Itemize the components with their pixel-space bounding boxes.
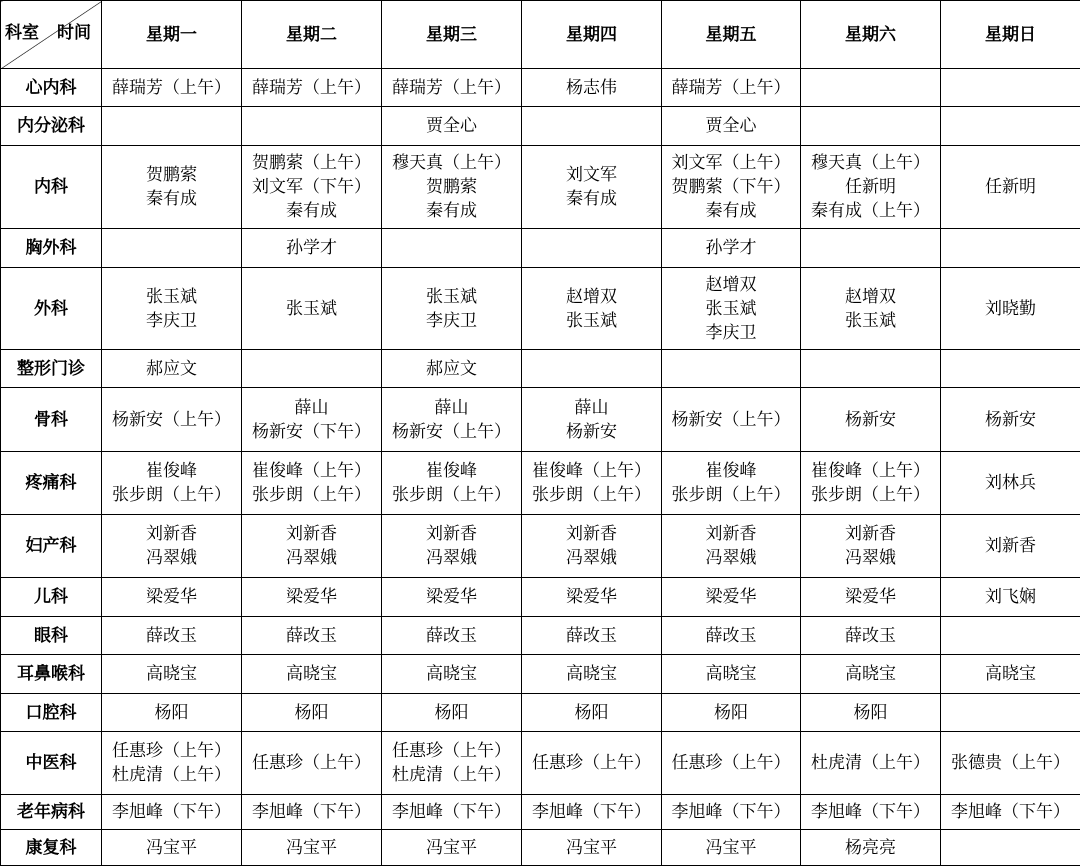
- doctor-entry: 刘新香: [426, 524, 477, 544]
- schedule-cell: [242, 655, 382, 694]
- schedule-cell: [941, 452, 1080, 515]
- schedule-cell: [662, 146, 801, 229]
- schedule-cell: [941, 617, 1080, 655]
- doctor-entry: 冯翠娥: [566, 548, 617, 568]
- doctor-entry: 张德贵（上午）: [951, 753, 1070, 773]
- doctor-entry: 李旭峰（下午）: [252, 802, 371, 822]
- doctor-entry: 贺鹏萦（下午）: [671, 177, 791, 197]
- doctor-entry: 李旭峰（下午）: [532, 802, 651, 822]
- table-row: [1, 268, 1080, 350]
- doctor-entry: 李庆卫: [146, 310, 197, 331]
- doctor-entry: 薛改玉: [146, 625, 197, 646]
- doctor-entry: 冯宝平: [566, 837, 617, 858]
- schedule-cell: [662, 350, 801, 388]
- table-row: [1, 229, 1080, 268]
- doctor-entry: 张玉斌: [845, 310, 896, 331]
- schedule-cell: [382, 655, 522, 694]
- doctor-entry: 任新明: [845, 177, 896, 197]
- doctor-entry: 冯翠娥: [705, 548, 757, 568]
- department-name: 妇产科: [1, 515, 102, 578]
- department-name: 骨科: [1, 388, 102, 452]
- schedule-cell: [382, 578, 522, 617]
- doctor-entry: 杨阳: [574, 702, 609, 723]
- schedule-cell: [382, 617, 522, 655]
- table-row: [1, 107, 1080, 146]
- schedule-cell: [242, 69, 382, 107]
- doctor-entry: 郝应文: [426, 358, 477, 379]
- schedule-cell: [522, 69, 662, 107]
- department-name: 老年病科: [1, 795, 102, 830]
- department-name: 心内科: [1, 69, 102, 107]
- doctor-entry: 赵增双: [566, 286, 617, 307]
- schedule-cell: [941, 795, 1080, 830]
- doctor-entry: 李旭峰（下午）: [951, 802, 1070, 822]
- doctor-entry: 秦有成: [426, 201, 477, 221]
- schedule-cell: [941, 578, 1080, 617]
- table-row: [1, 655, 1080, 694]
- doctor-entry: 薛改玉: [705, 625, 757, 646]
- day-header: 星期四: [522, 1, 662, 69]
- doctor-entry: 杨新安（上午）: [112, 409, 231, 430]
- doctor-entry: 秦有成（上午）: [811, 201, 930, 221]
- schedule-cell: [522, 694, 662, 732]
- schedule-cell: [382, 69, 522, 107]
- schedule-cell: [242, 830, 382, 866]
- schedule-cell: [382, 732, 522, 795]
- department-name: 康复科: [1, 830, 102, 866]
- doctor-entry: 薛山: [294, 397, 329, 418]
- doctor-entry: 薛改玉: [845, 625, 896, 646]
- schedule-cell: [522, 146, 662, 229]
- schedule-cell: [382, 146, 522, 229]
- schedule-cell: [242, 694, 382, 732]
- schedule-cell: [941, 268, 1080, 350]
- schedule-cell: [242, 578, 382, 617]
- doctor-entry: 秦有成: [286, 201, 337, 221]
- schedule-cell: [522, 578, 662, 617]
- time-axis-label: 时间: [57, 23, 91, 43]
- schedule-cell: [522, 452, 662, 515]
- schedule-cell: [382, 830, 522, 866]
- schedule-cell: [522, 388, 662, 452]
- doctor-entry: 李旭峰（下午）: [112, 802, 231, 822]
- doctor-entry: 刘新香: [845, 524, 896, 544]
- table-row: [1, 694, 1080, 732]
- department-name: 疼痛科: [1, 452, 102, 515]
- doctor-entry: 冯翠娥: [845, 548, 896, 568]
- doctor-entry: 梁爱华: [705, 587, 757, 607]
- doctor-entry: 张步朗（上午）: [112, 485, 231, 505]
- doctor-entry: 高晓宝: [286, 664, 337, 684]
- schedule-cell: [662, 107, 801, 146]
- doctor-entry: 李旭峰（下午）: [392, 802, 511, 822]
- schedule-cell: [102, 578, 242, 617]
- doctor-entry: 杨新安: [566, 421, 617, 442]
- schedule-cell: [102, 107, 242, 146]
- schedule-cell: [941, 732, 1080, 795]
- doctor-entry: 梁爱华: [146, 587, 197, 607]
- doctor-entry: 刘文军（上午）: [671, 153, 791, 173]
- schedule-cell: [522, 268, 662, 350]
- doctor-entry: 刘文军: [566, 165, 617, 185]
- doctor-entry: 杨阳: [154, 702, 189, 723]
- doctor-entry: 冯宝平: [705, 837, 757, 858]
- doctor-entry: 任惠珍（上午）: [392, 741, 511, 761]
- table-row: [1, 350, 1080, 388]
- doctor-entry: 冯宝平: [426, 837, 477, 858]
- department-name: 眼科: [1, 617, 102, 655]
- doctor-entry: 高晓宝: [985, 664, 1036, 684]
- schedule-cell: [801, 578, 941, 617]
- schedule-cell: [102, 69, 242, 107]
- doctor-entry: 杨新安（下午）: [252, 421, 371, 442]
- schedule-cell: [522, 795, 662, 830]
- doctor-entry: 贾全心: [426, 116, 477, 136]
- department-name: 内分泌科: [1, 107, 102, 146]
- schedule-cell: [662, 830, 801, 866]
- doctor-entry: 杨新安（上午）: [671, 409, 791, 430]
- schedule-cell: [662, 732, 801, 795]
- doctor-entry: 薛改玉: [286, 625, 337, 646]
- schedule-cell: [662, 795, 801, 830]
- table-row: [1, 69, 1080, 107]
- table-row: [1, 795, 1080, 830]
- schedule-cell: [662, 694, 801, 732]
- doctor-entry: 薛山: [574, 397, 609, 418]
- schedule-cell: [242, 229, 382, 268]
- table-row: [1, 617, 1080, 655]
- department-name: 耳鼻喉科: [1, 655, 102, 694]
- schedule-cell: [801, 268, 941, 350]
- schedule-cell: [102, 268, 242, 350]
- doctor-entry: 张步朗（上午）: [392, 485, 511, 505]
- department-name: 胸外科: [1, 229, 102, 268]
- dept-axis-label: 科室: [5, 23, 39, 43]
- schedule-cell: [941, 655, 1080, 694]
- doctor-entry: 高晓宝: [566, 664, 617, 684]
- schedule-cell: [522, 655, 662, 694]
- doctor-entry: 杨亮亮: [845, 837, 896, 858]
- schedule-cell: [382, 795, 522, 830]
- doctor-entry: 高晓宝: [146, 664, 197, 684]
- doctor-entry: 张步朗（上午）: [811, 485, 930, 505]
- doctor-entry: 贺鹏萦: [146, 165, 197, 185]
- doctor-entry: 任惠珍（上午）: [112, 741, 231, 761]
- schedule-cell: [662, 515, 801, 578]
- schedule-cell: [522, 617, 662, 655]
- schedule-cell: [242, 146, 382, 229]
- doctor-entry: 孙学才: [286, 238, 337, 258]
- schedule-cell: [382, 350, 522, 388]
- schedule-cell: [102, 795, 242, 830]
- schedule-cell: [801, 388, 941, 452]
- doctor-entry: 崔俊峰: [426, 461, 477, 481]
- doctor-entry: 杨新安: [845, 409, 896, 430]
- doctor-entry: 张玉斌: [426, 286, 477, 307]
- doctor-entry: 李旭峰（下午）: [671, 802, 791, 822]
- doctor-entry: 杨新安: [985, 409, 1036, 430]
- schedule-cell: [382, 388, 522, 452]
- schedule-cell: [662, 655, 801, 694]
- doctor-entry: 冯翠娥: [286, 548, 337, 568]
- doctor-entry: 薛山: [434, 397, 469, 418]
- doctor-entry: 刘新香: [566, 524, 617, 544]
- doctor-entry: 薛改玉: [566, 625, 617, 646]
- doctor-entry: 薛瑞芳（上午）: [252, 77, 371, 98]
- doctor-entry: 崔俊峰（上午）: [252, 461, 371, 481]
- department-name: 中医科: [1, 732, 102, 795]
- department-name: 外科: [1, 268, 102, 350]
- schedule-cell: [801, 830, 941, 866]
- doctor-entry: 梁爱华: [566, 587, 617, 607]
- doctor-entry: 崔俊峰（上午）: [532, 461, 651, 481]
- doctor-entry: 任惠珍（上午）: [671, 753, 791, 773]
- doctor-entry: 刘新香: [985, 536, 1036, 556]
- day-header: 星期五: [662, 1, 801, 69]
- doctor-entry: 崔俊峰（上午）: [811, 461, 930, 481]
- schedule-cell: [522, 229, 662, 268]
- schedule-cell: [941, 694, 1080, 732]
- schedule-cell: [242, 350, 382, 388]
- doctor-entry: 梁爱华: [426, 587, 477, 607]
- doctor-entry: 任惠珍（上午）: [252, 753, 371, 773]
- schedule-cell: [801, 795, 941, 830]
- doctor-entry: 张玉斌: [566, 310, 617, 331]
- schedule-cell: [801, 107, 941, 146]
- schedule-cell: [662, 617, 801, 655]
- schedule-cell: [662, 268, 801, 350]
- doctor-entry: 冯翠娥: [146, 548, 197, 568]
- schedule-cell: [941, 146, 1080, 229]
- doctor-entry: 薛瑞芳（上午）: [392, 77, 511, 98]
- table-row: [1, 452, 1080, 515]
- schedule-cell: [382, 694, 522, 732]
- schedule-cell: [522, 350, 662, 388]
- doctor-entry: 杨新安（上午）: [392, 421, 511, 442]
- doctor-entry: 杨志伟: [566, 77, 617, 98]
- doctor-entry: 穆天真（上午）: [811, 153, 930, 173]
- doctor-entry: 杨阳: [853, 702, 888, 723]
- schedule-cell: [801, 617, 941, 655]
- corner-header-cell: [1, 1, 102, 69]
- doctor-entry: 薛改玉: [426, 625, 477, 646]
- department-name: 整形门诊: [1, 350, 102, 388]
- doctor-entry: 李庆卫: [426, 310, 477, 331]
- schedule-cell: [941, 830, 1080, 866]
- schedule-cell: [801, 452, 941, 515]
- doctor-entry: 李旭峰（下午）: [811, 802, 930, 822]
- schedule-cell: [242, 107, 382, 146]
- schedule-cell: [382, 268, 522, 350]
- schedule-cell: [662, 578, 801, 617]
- doctor-entry: 刘新香: [705, 524, 757, 544]
- schedule-cell: [102, 229, 242, 268]
- schedule-cell: [522, 732, 662, 795]
- schedule-cell: [801, 229, 941, 268]
- doctor-entry: 薛瑞芳（上午）: [671, 77, 791, 98]
- doctor-entry: 崔俊峰: [146, 461, 197, 481]
- schedule-cell: [941, 350, 1080, 388]
- doctor-entry: 刘飞娴: [985, 587, 1036, 607]
- schedule-cell: [102, 452, 242, 515]
- doctor-entry: 张步朗（上午）: [532, 485, 651, 505]
- schedule-cell: [102, 350, 242, 388]
- doctor-entry: 张玉斌: [286, 298, 337, 319]
- schedule-body: [1, 69, 1080, 866]
- schedule-cell: [801, 146, 941, 229]
- doctor-entry: 秦有成: [566, 189, 617, 209]
- table-row: [1, 732, 1080, 795]
- doctor-entry: 崔俊峰: [705, 461, 757, 481]
- schedule-cell: [801, 350, 941, 388]
- doctor-entry: 贺鹏萦（上午）: [252, 153, 371, 173]
- schedule-cell: [801, 732, 941, 795]
- doctor-entry: 秦有成: [146, 189, 197, 209]
- schedule-cell: [941, 515, 1080, 578]
- schedule-cell: [102, 617, 242, 655]
- doctor-entry: 穆天真（上午）: [392, 153, 511, 173]
- schedule-cell: [102, 388, 242, 452]
- schedule-cell: [242, 268, 382, 350]
- schedule-cell: [522, 830, 662, 866]
- doctor-entry: 冯宝平: [286, 837, 337, 858]
- schedule-cell: [941, 69, 1080, 107]
- doctor-entry: 赵增双: [705, 274, 757, 295]
- doctor-entry: 张玉斌: [705, 298, 757, 319]
- day-header: 星期二: [242, 1, 382, 69]
- schedule-cell: [242, 515, 382, 578]
- table-row: [1, 388, 1080, 452]
- doctor-entry: 杜虎清（上午）: [112, 765, 231, 785]
- doctor-entry: 孙学才: [705, 238, 757, 258]
- doctor-entry: 高晓宝: [845, 664, 896, 684]
- doctor-entry: 杨阳: [294, 702, 329, 723]
- schedule-cell: [662, 452, 801, 515]
- department-name: 儿科: [1, 578, 102, 617]
- schedule-cell: [382, 452, 522, 515]
- schedule-cell: [102, 694, 242, 732]
- schedule-cell: [941, 229, 1080, 268]
- doctor-entry: 赵增双: [845, 286, 896, 307]
- doctor-entry: 杜虎清（上午）: [392, 765, 511, 785]
- department-name: 口腔科: [1, 694, 102, 732]
- schedule-cell: [102, 732, 242, 795]
- schedule-cell: [522, 515, 662, 578]
- doctor-entry: 任新明: [985, 177, 1036, 197]
- doctor-entry: 郝应文: [146, 358, 197, 379]
- doctor-entry: 刘林兵: [985, 473, 1036, 493]
- schedule-cell: [382, 229, 522, 268]
- schedule-cell: [382, 515, 522, 578]
- header-row: [1, 1, 1080, 69]
- table-row: [1, 515, 1080, 578]
- schedule-cell: [662, 388, 801, 452]
- doctor-entry: 李庆卫: [705, 322, 757, 343]
- doctor-entry: 冯翠娥: [426, 548, 477, 568]
- schedule-cell: [801, 515, 941, 578]
- schedule-cell: [242, 795, 382, 830]
- schedule-cell: [522, 107, 662, 146]
- day-header: 星期六: [801, 1, 941, 69]
- schedule-cell: [941, 107, 1080, 146]
- doctor-entry: 秦有成: [705, 201, 757, 221]
- schedule-cell: [242, 732, 382, 795]
- schedule-cell: [941, 388, 1080, 452]
- schedule-cell: [242, 388, 382, 452]
- doctor-entry: 张步朗（上午）: [671, 485, 791, 505]
- doctor-entry: 刘新香: [286, 524, 337, 544]
- schedule-cell: [242, 452, 382, 515]
- doctor-entry: 任惠珍（上午）: [532, 753, 651, 773]
- doctor-entry: 张步朗（上午）: [252, 485, 371, 505]
- doctor-entry: 高晓宝: [705, 664, 757, 684]
- doctor-entry: 梁爱华: [845, 587, 896, 607]
- doctor-entry: 张玉斌: [146, 286, 197, 307]
- doctor-entry: 刘晓勤: [985, 298, 1036, 319]
- doctor-entry: 刘新香: [146, 524, 197, 544]
- table-row: [1, 578, 1080, 617]
- table-row: [1, 146, 1080, 229]
- schedule-cell: [382, 107, 522, 146]
- doctor-entry: 刘文军（下午）: [252, 177, 371, 197]
- doctor-entry: 贾全心: [705, 116, 757, 136]
- schedule-cell: [662, 69, 801, 107]
- schedule-cell: [102, 515, 242, 578]
- schedule-cell: [801, 69, 941, 107]
- day-header: 星期三: [382, 1, 522, 69]
- schedule-cell: [242, 617, 382, 655]
- schedule-cell: [102, 655, 242, 694]
- doctor-entry: 高晓宝: [426, 664, 477, 684]
- doctor-entry: 杨阳: [714, 702, 748, 723]
- doctor-entry: 杨阳: [434, 702, 469, 723]
- doctor-entry: 杜虎清（上午）: [811, 753, 930, 773]
- doctor-entry: 贺鹏萦: [426, 177, 477, 197]
- table-row: [1, 830, 1080, 866]
- schedule-cell: [102, 146, 242, 229]
- doctor-entry: 薛瑞芳（上午）: [112, 77, 231, 98]
- day-header: 星期一: [102, 1, 242, 69]
- department-name: 内科: [1, 146, 102, 229]
- schedule-cell: [662, 229, 801, 268]
- schedule-cell: [801, 694, 941, 732]
- doctor-entry: 冯宝平: [146, 837, 197, 858]
- schedule-cell: [102, 830, 242, 866]
- day-header: 星期日: [941, 1, 1080, 69]
- doctor-entry: 梁爱华: [286, 587, 337, 607]
- schedule-cell: [801, 655, 941, 694]
